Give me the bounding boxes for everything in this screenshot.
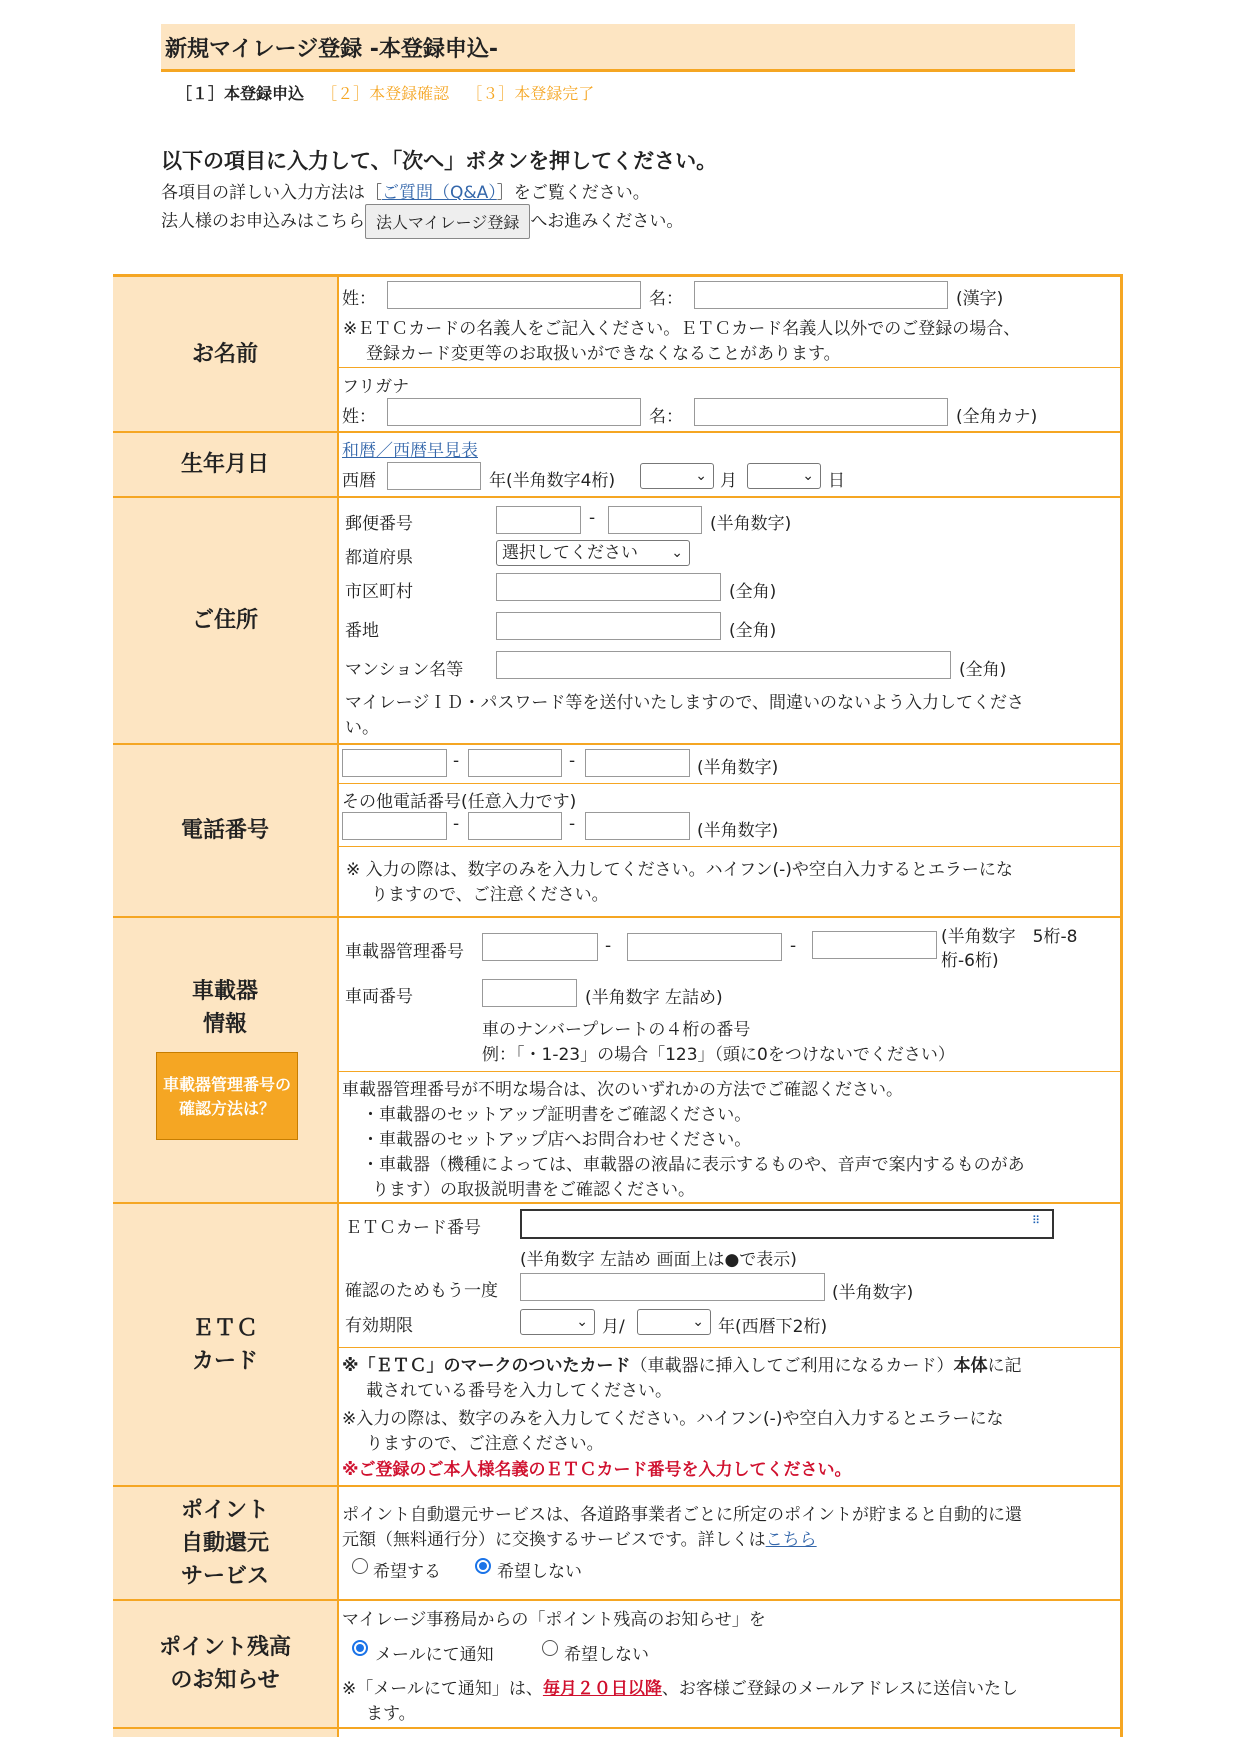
vehicle-number-label: 車両番号: [345, 987, 413, 1007]
etc-note-1: ※「ＥＴＣ」のマークのついたカード（車載器に挿入してご利用になるカード）本体に記: [342, 1356, 1022, 1376]
expiry-label: 有効期限: [345, 1316, 413, 1336]
phone-2-input[interactable]: [468, 749, 562, 777]
expiry-year-select[interactable]: [637, 1309, 711, 1335]
step-3: ［３］本登録完了: [466, 84, 595, 103]
balance-desc: マイレージ事務局からの「ポイント残高のお知らせ」を: [342, 1610, 766, 1630]
page-title-bar: [161, 24, 1075, 72]
postal-code-2-input[interactable]: [608, 506, 702, 534]
balance-note: ※「メールにて通知」は、毎月２０日以降、お客様ご登録のメールアドレスに送信いたし: [342, 1679, 1019, 1699]
other-phone-label: その他電話番号(任意入力です): [342, 792, 577, 812]
phone-1-input[interactable]: [342, 749, 447, 777]
name-note-2: 登録カード変更等のお取扱いができなくなることがあります。: [366, 344, 841, 364]
etc-note-2: ※入力の際は、数字のみを入力してください。ハイフン(-)や空白入力するとエラーにな: [342, 1409, 1004, 1429]
balance-no-label[interactable]: 希望しない: [564, 1645, 649, 1665]
kana-mei-label: 名：: [649, 407, 683, 427]
point-desc-1: ポイント自動還元サービスは、各道路事業者ごとに所定のポイントが貯まると自動的に還: [342, 1505, 1022, 1525]
kanji-note: (漢字): [956, 289, 1004, 309]
banchi-input[interactable]: [496, 612, 721, 640]
balance-mail-radio[interactable]: [352, 1640, 368, 1656]
birth-year-input[interactable]: [387, 462, 481, 490]
month-label: 月: [720, 471, 737, 491]
chevron-down-icon: ⌄: [802, 468, 814, 484]
expiry-month-label: 月/: [602, 1317, 625, 1337]
key-icon: ⠿: [1031, 1214, 1040, 1227]
device-help-button[interactable]: 車載器管理番号の 確認方法は？: [156, 1052, 298, 1140]
banchi-note: (全角): [729, 621, 777, 641]
label-device: 車載器 情報: [113, 917, 339, 1203]
device-number-2-input[interactable]: [627, 933, 782, 961]
device-number-3-input[interactable]: [812, 931, 937, 959]
device-dash-1: -: [605, 936, 612, 956]
phone-dash-2: -: [569, 751, 576, 771]
vehicle-note: (半角数字 左詰め): [585, 988, 723, 1008]
qa-link[interactable]: ご質問（Q&A）: [382, 183, 497, 203]
name-mei-label: 名：: [649, 289, 683, 309]
step-1-current: ［１］本登録申込: [176, 84, 305, 103]
address-note-2: い。: [345, 718, 379, 738]
postal-label: 郵便番号: [345, 514, 413, 534]
device-number-1-input[interactable]: [482, 933, 598, 961]
first-name-kana-input[interactable]: [694, 398, 948, 426]
corp-line: 法人様のお申込みはこちら 法人マイレージ登録 へお進みください。: [161, 204, 683, 239]
day-label: 日: [828, 471, 845, 491]
point-opt-yes-radio[interactable]: [352, 1558, 368, 1574]
balance-date-link[interactable]: 毎月２０日以降: [542, 1679, 662, 1699]
city-note: (全角): [729, 582, 777, 602]
postal-note: (半角数字): [710, 514, 792, 534]
plate-note-1: 車のナンバープレートの４桁の番号: [482, 1020, 751, 1040]
step-indicator: [176, 81, 594, 104]
seireki-label: 西暦: [342, 471, 376, 491]
postal-code-1-input[interactable]: [496, 506, 581, 534]
other-phone-dash-2: -: [569, 814, 576, 834]
etc-card-confirm-input[interactable]: [520, 1273, 825, 1301]
chevron-down-icon: ⌄: [692, 1314, 704, 1330]
city-label: 市区町村: [345, 582, 413, 602]
chevron-down-icon: ⌄: [671, 545, 683, 561]
city-input[interactable]: [496, 573, 721, 601]
etc-card-number-label: ＥＴＣカード番号: [345, 1218, 481, 1238]
other-phone-1-input[interactable]: [342, 812, 447, 840]
expiry-year-note: 年(西暦下2桁): [718, 1317, 828, 1337]
other-phone-dash-1: -: [453, 814, 460, 834]
phone-3-input[interactable]: [585, 749, 690, 777]
pref-label: 都道府県: [345, 548, 413, 568]
expiry-month-select[interactable]: [520, 1309, 595, 1335]
name-sei-label: 姓：: [342, 289, 376, 309]
mansion-note: (全角): [959, 660, 1007, 680]
vehicle-number-input[interactable]: [482, 979, 577, 1007]
mansion-label: マンション名等: [345, 660, 464, 680]
label-balance: ポイント残高 のお知らせ: [113, 1600, 339, 1727]
point-detail-link[interactable]: こちら: [765, 1530, 817, 1550]
last-name-kanji-input[interactable]: [387, 281, 641, 309]
point-opt-no-label[interactable]: 希望しない: [497, 1562, 582, 1582]
label-etc: ＥＴＣ カード: [113, 1203, 339, 1486]
address-note-1: マイレージＩＤ・パスワード等を送付いたしますので、間違いのないよう入力してくださ: [345, 693, 1024, 713]
instruction-heading: 以下の項目に入力して、「次へ」ボタンを押してください。: [161, 149, 718, 173]
etc-note-2b: りますので、ご注意ください。: [366, 1434, 604, 1454]
mgmt-note-1: (半角数字 5桁-8: [941, 927, 1078, 947]
corp-mileage-button[interactable]: 法人マイレージ登録: [365, 204, 530, 239]
furigana-label: フリガナ: [342, 377, 410, 397]
device-dash-2: -: [790, 936, 797, 956]
kana-note: (全角カナ): [956, 407, 1038, 427]
prefecture-select[interactable]: 選択してください ⌄: [496, 540, 690, 566]
balance-note-2: ます。: [366, 1704, 416, 1724]
device-bullet-1: ・車載器のセットアップ証明書をご確認ください。: [362, 1105, 752, 1125]
balance-no-radio[interactable]: [542, 1640, 558, 1656]
point-opt-yes-label[interactable]: 希望する: [373, 1562, 441, 1582]
phone-note: (半角数字): [697, 758, 779, 778]
other-phone-3-input[interactable]: [585, 812, 690, 840]
label-address: ご住所: [113, 497, 339, 744]
year-note: 年(半角数字4桁): [489, 471, 616, 491]
postal-dash: -: [589, 508, 596, 528]
balance-mail-label[interactable]: メールにて通知: [375, 1645, 494, 1665]
phone-note-2: りますので、ご注意ください。: [371, 885, 609, 905]
etc-card-number-note: (半角数字 左詰め 画面上は●で表示): [520, 1250, 797, 1270]
birth-month-select[interactable]: [640, 463, 714, 489]
mgmt-note-2: 桁-6桁): [941, 951, 999, 971]
step-2: ［２］本登録確認: [321, 84, 450, 103]
label-phone: 電話番号: [113, 744, 339, 917]
label-next: [113, 1729, 339, 1737]
page-title: 新規マイレージ登録 -本登録申込-: [165, 37, 499, 62]
plate-note-2: 例：「・1-23」の場合「123」（頭に0をつけないでください）: [482, 1045, 955, 1065]
chevron-down-icon: ⌄: [695, 468, 707, 484]
banchi-label: 番地: [345, 621, 379, 641]
etc-note-1b: 載されている番号を入力してください。: [366, 1381, 672, 1401]
other-phone-2-input[interactable]: [468, 812, 562, 840]
label-point: ポイント 自動還元 サービス: [113, 1486, 339, 1600]
device-bullet-2: ・車載器のセットアップ店へお問合わせください。: [362, 1130, 752, 1150]
first-name-kanji-input[interactable]: [694, 281, 948, 309]
device-unknown-note: 車載器管理番号が不明な場合は、次のいずれかの方法でご確認ください。: [342, 1080, 903, 1100]
last-name-kana-input[interactable]: [387, 398, 641, 426]
phone-dash-1: -: [453, 751, 460, 771]
mansion-input[interactable]: [496, 651, 951, 679]
birth-day-select[interactable]: [747, 463, 821, 489]
label-birth: 生年月日: [113, 432, 339, 497]
etc-warning: ※ご登録のご本人様名義のＥＴＣカード番号を入力してください。: [342, 1460, 852, 1480]
label-name: お名前: [113, 277, 339, 432]
etc-confirm-label: 確認のためもう一度: [345, 1281, 498, 1301]
phone-note-1: ※ 入力の際は、数字のみを入力してください。ハイフン(-)や空白入力するとエラーにな: [346, 860, 1013, 880]
device-bullet-3b: ります）の取扱説明書をご確認ください。: [372, 1180, 695, 1200]
etc-confirm-note: (半角数字): [832, 1283, 914, 1303]
kana-sei-label: 姓：: [342, 407, 376, 427]
etc-card-number-input[interactable]: [520, 1209, 1054, 1239]
point-opt-no-radio[interactable]: [475, 1558, 491, 1574]
point-desc-2: 元額（無料通行分）に交換するサービスです。詳しくはこちら: [342, 1530, 817, 1550]
name-note-1: ※ＥＴＣカードの名義人をご記入ください。ＥＴＣカード名義人以外でのご登録の場合、: [343, 319, 1021, 339]
era-table-link[interactable]: 和暦／西暦早見表: [342, 441, 478, 461]
chevron-down-icon: ⌄: [576, 1314, 588, 1330]
qa-line: 各項目の詳しい入力方法は［ご質問（Q&A）］をご覧ください。: [161, 183, 650, 203]
other-phone-note: (半角数字): [697, 821, 779, 841]
device-bullet-3: ・車載器（機種によっては、車載器の液晶に表示するものや、音声で案内するものがあ: [362, 1155, 1025, 1175]
mgmt-number-label: 車載器管理番号: [345, 942, 464, 962]
